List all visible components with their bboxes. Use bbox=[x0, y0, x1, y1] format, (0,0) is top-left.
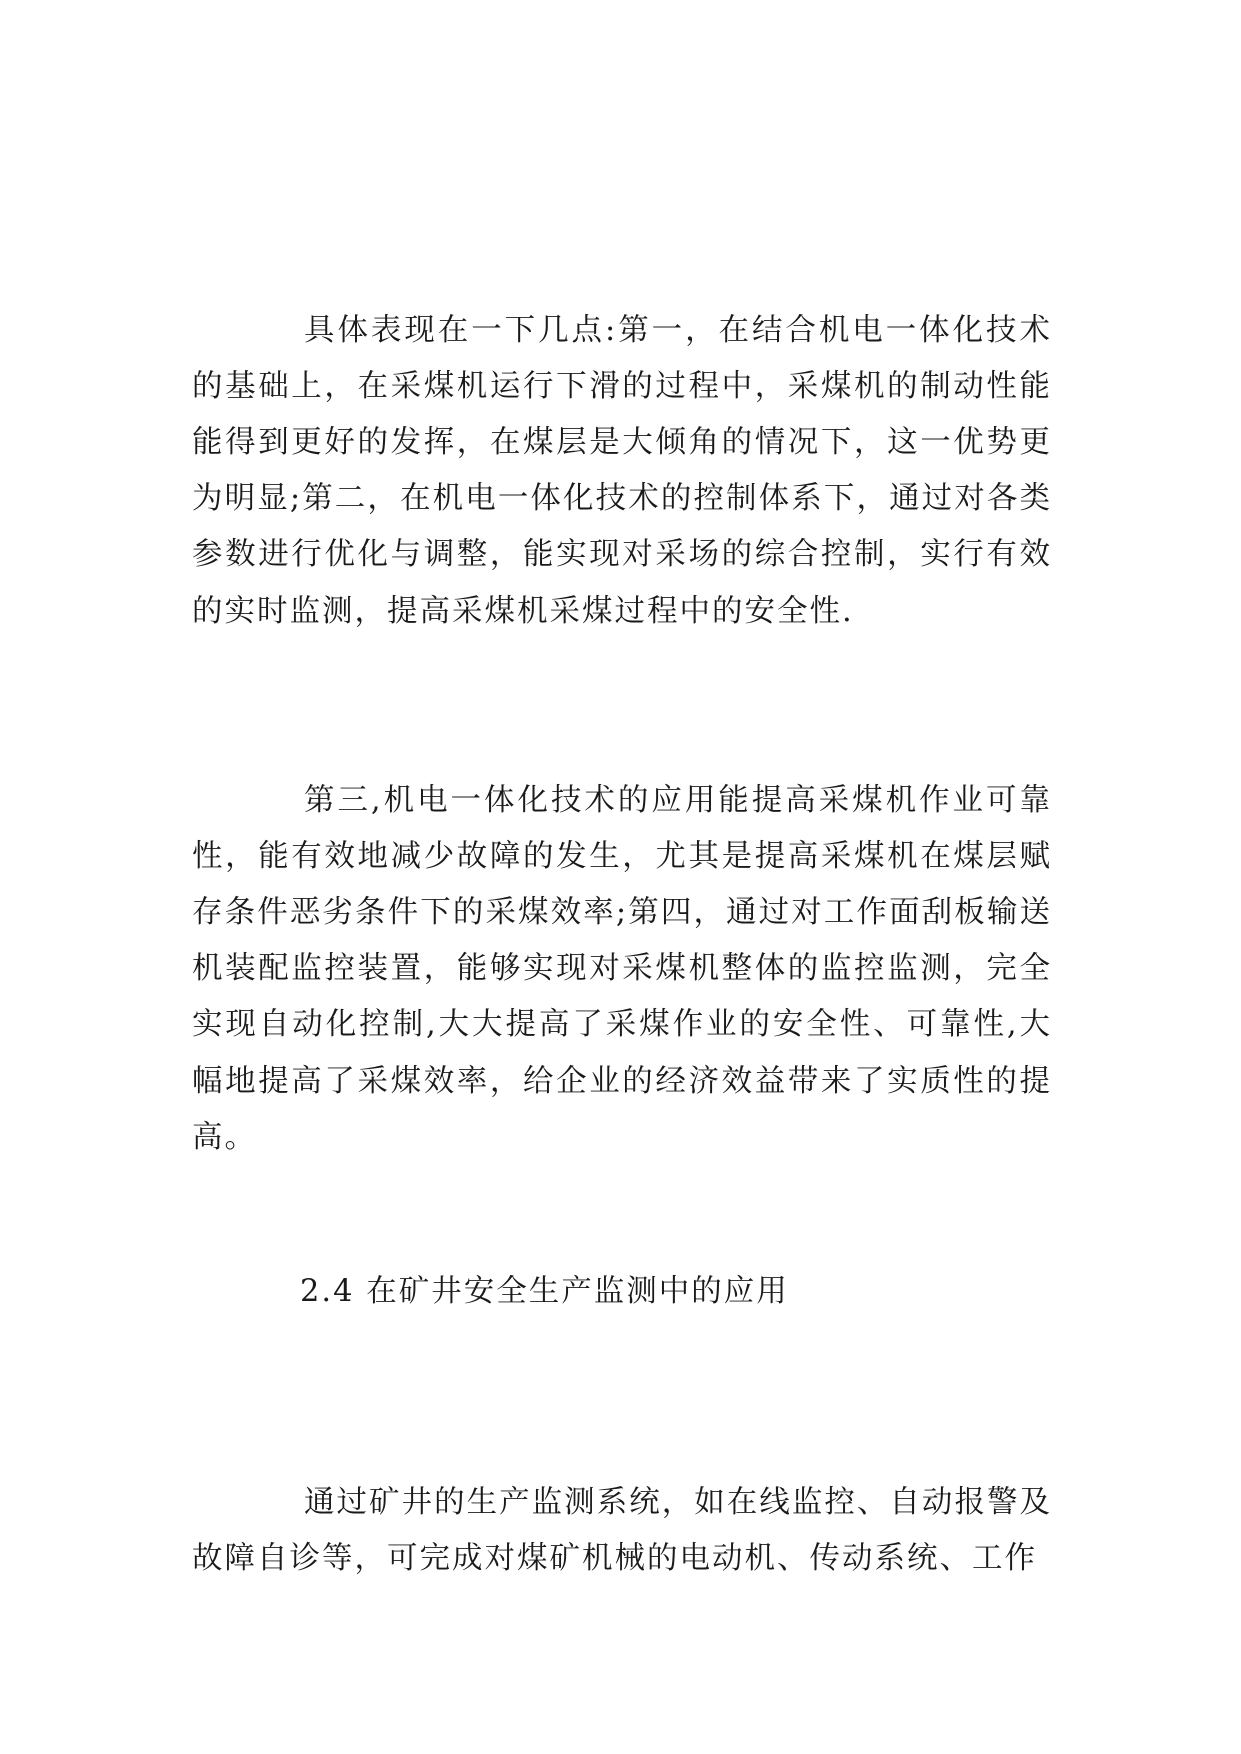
body-paragraph: 具体表现在一下几点:第一，在结合机电一体化技术的基础上，在采煤机运行下滑的过程中，采煤机的制动性能能得到更好的发挥，在煤层是大倾角的情况下，这一优势更为明显;第二，在机电一体化技术的控制体系下，通过对各类参数进行优化与调整，能实现对采场的综合控制，实行有效的实时监测，提高采煤机采煤过程中的安全性. bbox=[192, 312, 1052, 629]
body-paragraph: 第三,机电一体化技术的应用能提高采煤机作业可靠性，能有效地减少故障的发生，尤其是提高采煤机在煤层赋存条件恶劣条件下的采煤效率;第四，通过对工作面刮板输送机装配监控装置，能够实现对采煤机整体的监控监测，完全实现自动化控制,大大提高了采煤作业的安全性、可靠性,大幅地提高了采煤效率，给企业的经济效益带来了实质性的提高。 bbox=[192, 782, 1052, 1155]
section-heading: 2.4 在矿井安全生产监测中的应用 bbox=[300, 1274, 789, 1309]
body-paragraph: 通过矿井的生产监测系统，如在线监控、自动报警及故障自诊等，可完成对煤矿机械的电动机、传动系统、工作 bbox=[192, 1484, 1052, 1576]
